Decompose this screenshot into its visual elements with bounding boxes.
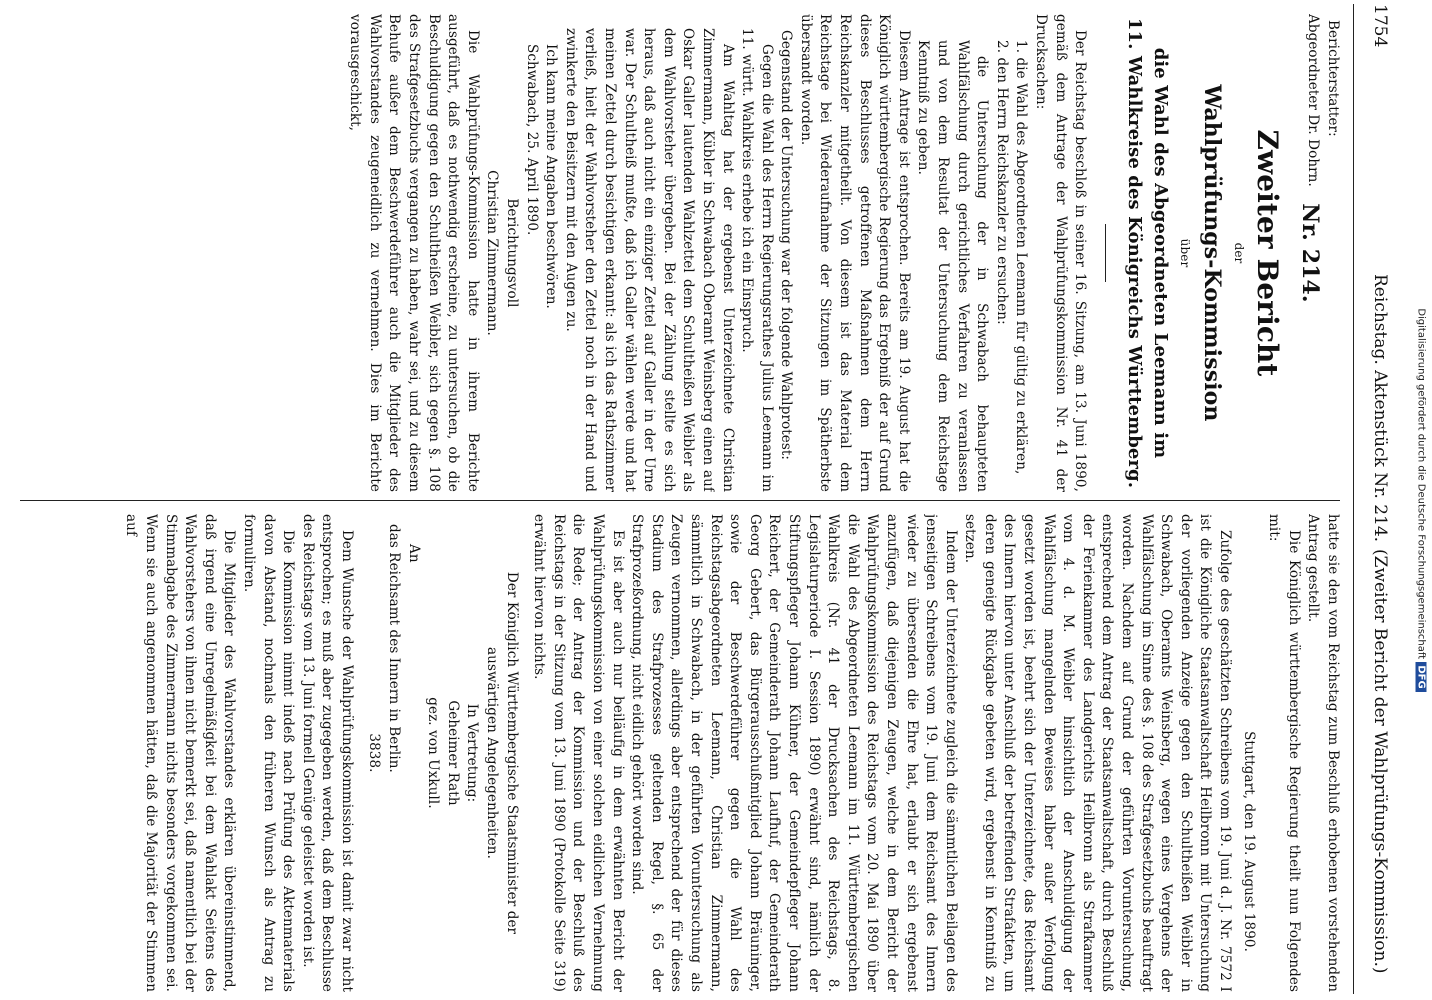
protest-text: Am Wahltag hat der ergebenst Unterzeichnete Christian Zimmermann, Kübler in Schwabach Oberamt Weinsberg einen auf Oskar Galler lautenden Wahlzettel dem Schultheißen Weibler als dem Wahlvorsteher übergeben. Bei der Zählung stellte es sich heraus, daß auch nicht ein einziger Zettel auf Galler in der Urne war. Der Schultheiß mußte, daß ich Galler wählen werde und hat meinen Zettel durch besichtigen erkannt: als ich das Rathszimmer verließ, hielt der Wahlvorsteher den Zettel noch in der Hand und zwinkerte den Beisitzern mit den Augen zu.: [562, 28, 736, 492]
paragraph: hatte sie den vom Reichstag zum Beschluß erhobenen vorstehenden Antrag gestellt.: [1305, 514, 1341, 992]
paragraph: Die Königlich württembergische Regierung theilt nun Folgendes mit:: [1266, 514, 1302, 992]
letter-paragraph: Zufolge des geschätzten Schreibens vom 19. Juni d. J. Nr. 7572 I ist die Königliche Staatsanwaltschaft Heilbronn mit Untersuchung der vorliegenden Anzeige gegen den Schultheißen Weibler in Schwabach, Oberamts Weinsberg, wegen eines Vergehens der Wahlfälschung im Sinne des §. 108 des Strafgesetzbuchs beauftragt worden. Nachdem auf Grund der geführten Voruntersuchung, entsprechend dem Antrag der Staatsanwaltschaft, durch Beschluß der Ferienkammer des Landgerichts Heilbronn als Strafkammer vom 4. d. M. Weibler hinsichtlich der Anschuldigung der Wahlfälschung mangelnden Beweises halber außer Verfolgung gesetzt worden ist, beehrt sich der Unterzeichnete, das Reichsamt des Innern hiervon unter Anschluß der betreffenden Strafakten, um deren geneigte Rückgabe gebeten wird, ergebenst in Kenntniß zu setzen.: [962, 514, 1234, 992]
protest-text: Gegen die Wahl des Herrn Regierungsrathes Julius Leemann im 11. württ. Wahlkreis erhebe ich ein Einspruch.: [739, 28, 775, 492]
left-column: [12, 14, 1342, 492]
letter-place-date: Stuttgart, den 19. August 1890.: [1240, 731, 1257, 952]
letter-paragraph: Indem der Unterzeichnete zugleich die sämmtlichen Beilagen des jenseitigen Schreibens vom 19. Juni dem Reichsamt des Innern wieder zu übersenden die Ehre hat, erlaubt er sich ergebenst anzufügen, daß diejenigen Zeugen, welche in dem Bericht der Wahlprüfungskommission des Reichstags vom 20. Mai 1890 über die Wahl des Abgeordneten Leemann im 11. Württembergischen Wahlkreis (Nr. 41 der Drucksachen des Reichstags, 8. Legislaturperiode I. Session 1890) erwähnt sind, nämlich der Stiftungspfleger Johann Kühner, der Gemeindepfleger Johann Reichert, der Gemeinderath Johann Laufhuf, der Gemeinderath Georg Gebert, das Bürgerausschußmitglied Johann Bräuninger, sowie der Beschwerdeführer gegen die Wahl des Reichstagsabgeordneten Leemann, Christian Zimmermann, sämmtlich in Schwabach, in der geführten Voruntersuchung als Zeugen vernommen, allerdings aber entsprechend der für dieses Stadium des Strafprozesses geltenden Regel, §. 65 der Strafprozeßordnung, nicht eidlich gehört worden sind.: [629, 514, 959, 992]
address-an: An: [405, 544, 422, 563]
paragraph: Der Reichstag beschloß in seiner 16. Sitzung, am 13. Juni 1890, gemäß dem Antrage der Wahlprüfungskommission Nr. 41 der Drucksachen:: [1033, 14, 1089, 492]
commission-title: Wahlprüfungs-Kommission: [1198, 84, 1225, 422]
document-number: Nr. 214.: [1296, 203, 1323, 303]
protest-text: Ich kann meine Angaben beschwören.: [543, 44, 560, 309]
paragraph: Dem Wunsche der Wahlprüfungskommission ist damit zwar nicht entsprochen; es muß aber zugegeben werden, daß dem Beschlusse des Reichstags vom 13. Juni formell Genüge geleistet worden ist.: [299, 514, 355, 992]
section-title: (Zweiter Bericht der Wahlprüfungs-Kommission.): [1370, 549, 1390, 974]
header-rule: [1353, 4, 1354, 994]
paragraph: Die Wahlprüfungs-Kommission hatte in ihrem Berichte ausgeführt, daß es nothwendig erscheine, zu untersuchen, ob die Beschuldigung gegen den Schultheißen Weibler, sich gegen §. 108 des Strafgesetzbuchs vergangen zu haben, wahr sei, und zu diesem Behufe außer dem Beschwerdeführer auch die Mitglieder des Wahlvorstandes zeugeneidlich zu vernehmen. Dies im Berichte vorausgeschickt,: [347, 14, 481, 492]
ministry-line-1: Der Königlich Württembergische Staatsminister der: [503, 571, 520, 935]
column-divider: [20, 500, 1340, 501]
list-item: 1. die Wahl des Abgeordneten Leemann für gültig zu erklären,: [1013, 40, 1030, 475]
paragraph: Die Mitglieder des Wahlvorstandes erklären übereinstimmend, daß irgend eine Unregelmäßigkeit bei dem Wahlakt Seitens des Wahlvorstehers von ihnen nicht bemerkt sei, daß namentlich bei der Stimmabgabe des Zimmermann nichts besonders vorgekommen sei. Wenn sie auch angenommen hätten, daß die Majorität der Stimmen auf: [123, 514, 238, 992]
reporter-label: Berichterstatter:: [1325, 20, 1341, 137]
page-header: [1354, 4, 1390, 994]
page-number: 1754: [1370, 4, 1390, 48]
report-title: Zweiter Bericht: [1250, 129, 1284, 377]
publication-title: Reichstag. Aktenstück Nr. 214.: [1370, 274, 1390, 543]
protest-place-date: Schwabach, 25. April 1890.: [523, 44, 540, 236]
paragraph: Gegenstand der Untersuchung war der folgende Wahlprotest:: [778, 30, 795, 461]
title-rule: [1095, 14, 1115, 492]
recipient: das Reichsamt des Innern in Berlin.: [386, 524, 403, 773]
protest-signature: Christian Zimmermann.: [484, 170, 501, 336]
title-ueber: über: [1177, 238, 1192, 268]
digitization-note: Digitalisierung gefördert durch die Deutsche Forschungsgemeinschaft DFG: [1416, 50, 1427, 950]
letter-paragraph: Es ist aber auch nur beiläufig in dem erwähnten Bericht der Wahlprüfungskommission von einer solchen eidlichen Vernehmung die Rede; der Antrag der Kommission und der Beschluß des Reichstags in der Sitzung vom 13. Juni 1890 (Protokolle Seite 319) erwähnt hiervon nichts.: [531, 514, 626, 992]
dfg-logo: DFG: [1416, 662, 1427, 691]
list-item-text: die Untersuchung der in Schwabach behaupteten Wahlfälschung durch gerichtliches Verfahren zu veranlassen und von dem Resultat der Untersuchung dem Reichstage Kenntniß zu geben.: [915, 40, 991, 492]
subject-line-2: 11. Wahlkreise des Königreichs Württemberg.: [1123, 17, 1145, 489]
closing-formula: Berichtungsvoll: [504, 198, 520, 308]
paragraph: Die Kommission nimmt indeß nach Prüfung des Aktenmaterials davon Abstand, nochmals den früheren Wunsch als Antrag zu formuliren.: [240, 514, 297, 992]
right-column: [12, 514, 1342, 992]
list-item: 2. den Herrn Reichskanzler zu ersuchen:: [993, 40, 1010, 325]
title-der: der: [1231, 242, 1246, 264]
reporter-name: Abgeordneter Dr. Dohrn.: [1305, 14, 1322, 187]
vertretung: In Vertretung:: [464, 703, 481, 803]
paragraph: Diesem Antrage ist entsprochen. Bereits am 19. August hat die Königlich württembergische Regierung das Ergebniß der auf Grund dieses Beschlusses getroffenen Maßnahmen dem Herrn Reichskanzler mitgetheilt. Von diesem ist das Material dem Reichstage bei Wiederaufnahme der Sitzungen im Spätherbste übersandt worden.: [797, 14, 912, 492]
subject-line-1: die Wahl des Abgeordneten Leemann im: [1149, 47, 1171, 459]
letter-number: 3838.: [366, 733, 383, 773]
ministry-line-2: auswärtigen Angelegenheiten.: [484, 647, 501, 859]
letter-signature: gez. von Uxkull.: [425, 697, 442, 809]
rank: Geheimer Rath: [444, 700, 461, 806]
